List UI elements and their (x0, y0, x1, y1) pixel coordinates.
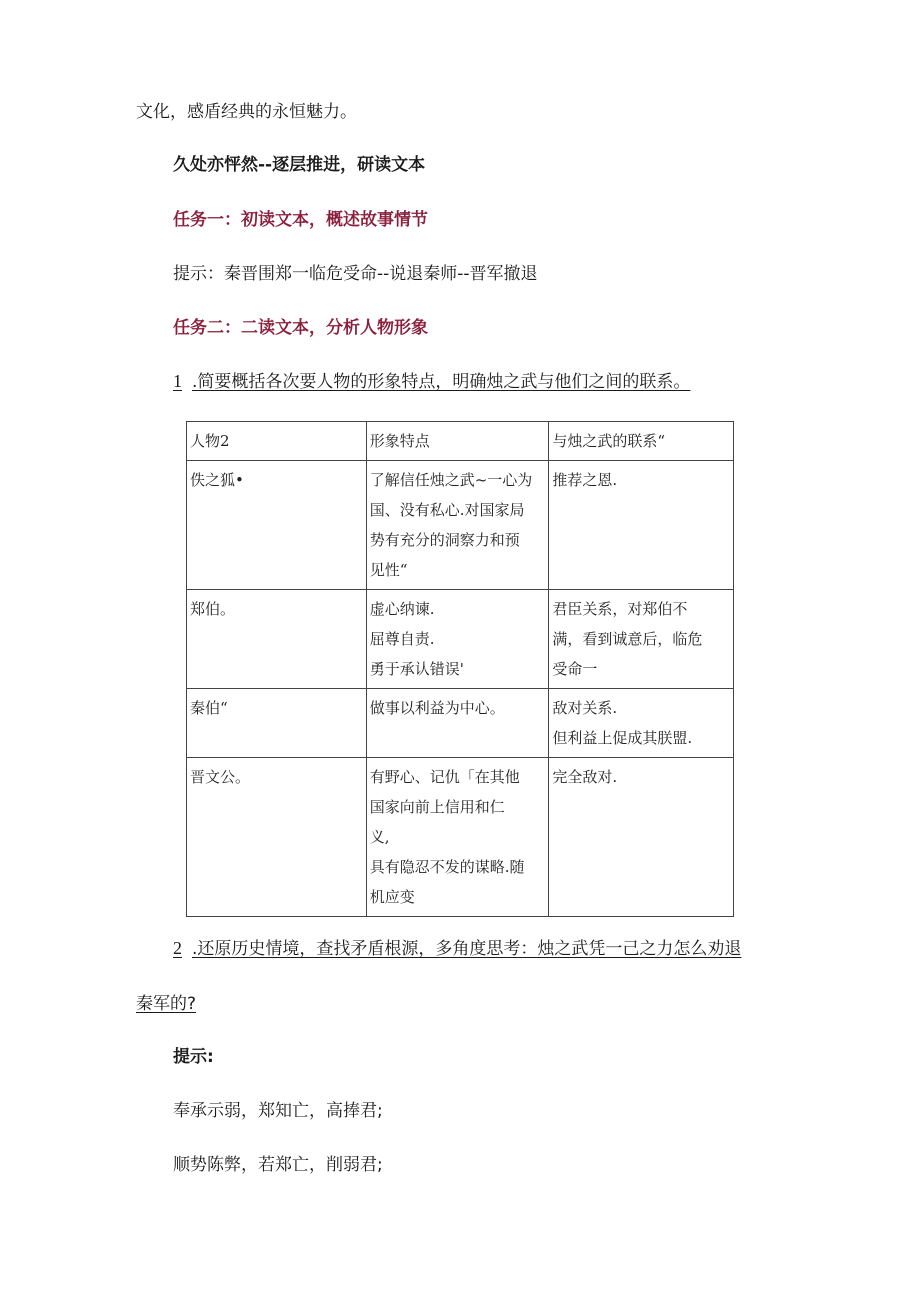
person-cell: 佚之狐• (187, 461, 367, 590)
traits-line: 虚心纳谏. (369, 600, 435, 618)
traits-line: 有野心、记仇「在其他 (369, 768, 520, 786)
traits-line: 国家向前上信用和仁 (369, 798, 505, 816)
question-2-line-1 (173, 937, 741, 960)
task2-title: 任务二：二读文本，分析人物形象 (173, 318, 428, 338)
section-heading: 久处亦怦然--逐层推进，研读文本 (173, 155, 426, 175)
traits-line: 国、没有私心.对国家局 (369, 501, 525, 519)
traits-cell (366, 590, 549, 689)
traits-line: 了解信任烛之武~一心为 (369, 471, 533, 489)
question-2-number: 2 (173, 938, 182, 958)
table-header-traits: 形象特点 (366, 422, 549, 461)
hint-label: 提示: (173, 1047, 214, 1067)
person-cell: 晋文公。 (187, 758, 367, 917)
relation-line: 完全敌对. (552, 768, 618, 786)
task1-title: 任务一：初读文本，概述故事情节 (173, 210, 428, 230)
relation-cell (549, 461, 734, 590)
relation-line: 受命一 (552, 660, 598, 678)
traits-line: 义, (369, 828, 390, 846)
traits-line: 勇于承认错误' (369, 660, 464, 678)
traits-cell (366, 461, 549, 590)
traits-cell (366, 689, 549, 758)
table-header-person: 人物2 (187, 422, 367, 461)
table-row (187, 590, 734, 689)
traits-cell (366, 758, 549, 917)
traits-line: 做事以利益为中心。 (369, 699, 505, 717)
question-2-text: .还原历史情境，查找矛盾根源，多角度思考：烛之武凭一己之力怎么劝退 (192, 939, 742, 959)
traits-line: 屈尊自责. (369, 630, 435, 648)
traits-line: 机应变 (369, 888, 415, 906)
traits-line: 势有充分的洞察力和预 (369, 531, 520, 549)
table-header-relation: 与烛之武的联系“ (549, 422, 734, 461)
table-row (187, 758, 734, 917)
hint-line: 奉承示弱，郑知亡，高捧君; (173, 1101, 383, 1121)
relation-line: 君臣关系，对郑伯不 (552, 600, 688, 618)
relation-cell (549, 689, 734, 758)
character-table (186, 421, 734, 917)
question-1-number: 1 (173, 371, 182, 391)
relation-cell (549, 758, 734, 917)
relation-line: 推荐之恩. (552, 471, 618, 489)
relation-line: 敌对关系. (552, 699, 618, 717)
person-cell: 秦伯“ (187, 689, 367, 758)
table-row (187, 689, 734, 758)
traits-line: 见性“ (369, 561, 408, 579)
table-row (187, 461, 734, 590)
traits-line: 具有隐忍不发的谋略.随 (369, 858, 525, 876)
hint-line: 顺势陈弊，若郑亡，削弱君; (173, 1155, 383, 1175)
question-1-text: .简要概括各次要人物的形象特点，明确烛之武与他们之间的联系。 (192, 372, 691, 392)
question-2-line-2: 秦军的? (136, 994, 197, 1014)
relation-cell (549, 590, 734, 689)
table-header-row (187, 422, 734, 461)
question-1 (173, 370, 690, 393)
intro-line: 文化，感盾经典的永恒魅力。 (136, 102, 357, 122)
person-cell: 郑伯。 (187, 590, 367, 689)
task1-hint: 提示：秦晋围郑一临危受命--说退秦师--晋军撤退 (173, 264, 538, 284)
relation-line: 满，看到诚意后，临危 (552, 630, 703, 648)
relation-line: 但利益上促成其朕盟. (552, 729, 693, 747)
